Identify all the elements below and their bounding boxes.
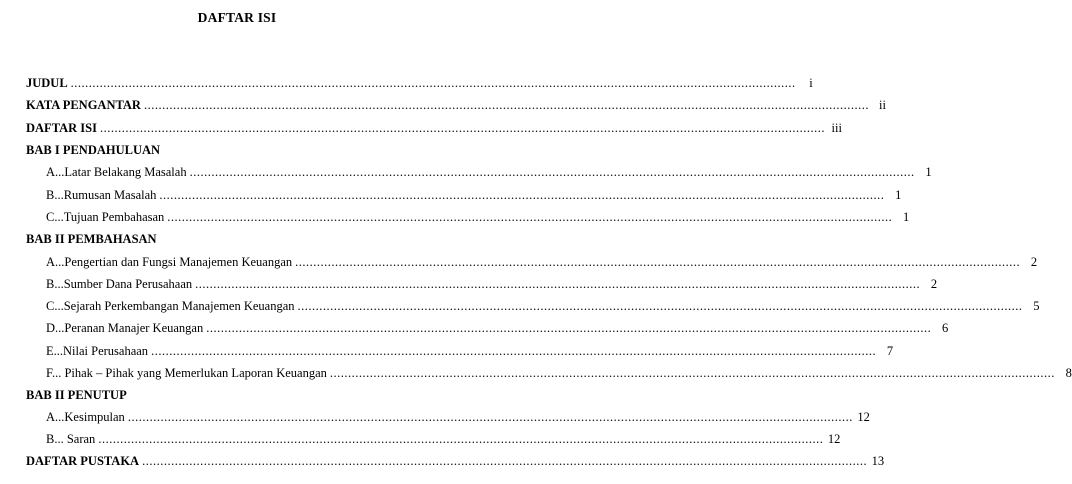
toc-entry	[0, 454, 885, 472]
toc-entry-label: D...Peranan Manajer Keuangan	[46, 321, 204, 335]
toc-entry	[0, 277, 938, 295]
toc-page-number: 1	[925, 165, 932, 179]
toc-entry	[0, 121, 842, 139]
dot-leader: ........................................................................................................................................................................................................	[195, 277, 921, 291]
toc-chapter-heading: BAB I PENDAHULUAN	[26, 143, 161, 157]
toc-entry	[0, 76, 813, 94]
dot-leader: ........................................................................................................................................................................................................	[159, 188, 885, 202]
toc-entry	[0, 410, 870, 428]
dot-leader: ........................................................................................................................................................................................................	[127, 410, 853, 424]
dot-leader: ........................................................................................................................................................................................................	[297, 299, 1023, 313]
toc-page-number: ii	[878, 98, 886, 112]
toc-chapter-heading: BAB II PENUTUP	[26, 388, 127, 402]
toc-entry	[0, 210, 910, 228]
toc-entry-label: B...Sumber Dana Perusahaan	[46, 277, 193, 291]
dot-leader: ........................................................................................................................................................................................................	[143, 98, 869, 112]
dot-leader: ........................................................................................................................................................................................................	[206, 321, 932, 335]
toc-entry-label: A...Kesimpulan	[46, 410, 125, 424]
toc-entry-label: F... Pihak – Pihak yang Memerlukan Laporan Keuangan	[46, 366, 327, 380]
toc-page-number: 12	[827, 432, 841, 446]
dot-leader: ........................................................................................................................................................................................................	[142, 454, 868, 468]
toc-page-number: 7	[886, 344, 894, 358]
toc-entry-label: C...Sejarah Perkembangan Manajemen Keuangan	[46, 299, 295, 313]
toc-entry	[0, 255, 1038, 273]
toc-entry	[0, 299, 1040, 317]
dot-leader: ........................................................................................................................................................................................................	[329, 366, 1055, 380]
toc-page-number: 5	[1033, 299, 1040, 313]
dot-leader: ........................................................................................................................................................................................................	[98, 432, 824, 446]
toc-chapter-heading: BAB II PEMBAHASAN	[26, 232, 157, 246]
toc-entry	[0, 366, 1072, 384]
toc-page-number: i	[809, 76, 813, 90]
toc-page-number: iii	[831, 121, 842, 135]
toc-page-number: 6	[941, 321, 949, 335]
toc-entry-label: JUDUL	[26, 76, 68, 90]
toc-entry-label: A...Latar Belakang Masalah	[46, 165, 187, 179]
dot-leader: ........................................................................................................................................................................................................	[295, 255, 1021, 269]
toc-entry	[0, 98, 886, 116]
toc-entry-label: A...Pengertian dan Fungsi Manajemen Keuangan	[46, 255, 293, 269]
toc-page-number: 2	[930, 277, 938, 291]
page-title: DAFTAR ISI	[197, 10, 277, 25]
dot-leader: ........................................................................................................................................................................................................	[70, 76, 796, 90]
dot-leader: ........................................................................................................................................................................................................	[167, 210, 893, 224]
dot-leader: ........................................................................................................................................................................................................	[189, 165, 915, 179]
toc-page-number: 12	[857, 410, 870, 424]
toc-page-number: 8	[1065, 366, 1072, 380]
toc-entry-label: KATA PENGANTAR	[26, 98, 141, 112]
toc-page-number: 1	[903, 210, 910, 224]
toc-page-number: 1	[895, 188, 902, 202]
toc-entry-label: C...Tujuan Pembahasan	[46, 210, 165, 224]
toc-page-number: 2	[1030, 255, 1038, 269]
toc-entry-label: E...Nilai Perusahaan	[46, 344, 149, 358]
toc-entry	[0, 321, 949, 339]
toc-entry-label: DAFTAR PUSTAKA	[26, 454, 140, 468]
toc-entry	[0, 432, 841, 450]
dot-leader: ........................................................................................................................................................................................................	[99, 121, 825, 135]
toc-entry	[0, 165, 932, 183]
toc-entry-label: B... Saran	[46, 432, 96, 446]
dot-leader: ........................................................................................................................................................................................................	[151, 344, 877, 358]
toc-entry	[0, 188, 902, 206]
toc-entry-label: B...Rumusan Masalah	[46, 188, 157, 202]
toc-entry-label: DAFTAR ISI	[26, 121, 97, 135]
toc-page-number: 13	[871, 454, 885, 468]
toc-entry	[0, 344, 894, 362]
